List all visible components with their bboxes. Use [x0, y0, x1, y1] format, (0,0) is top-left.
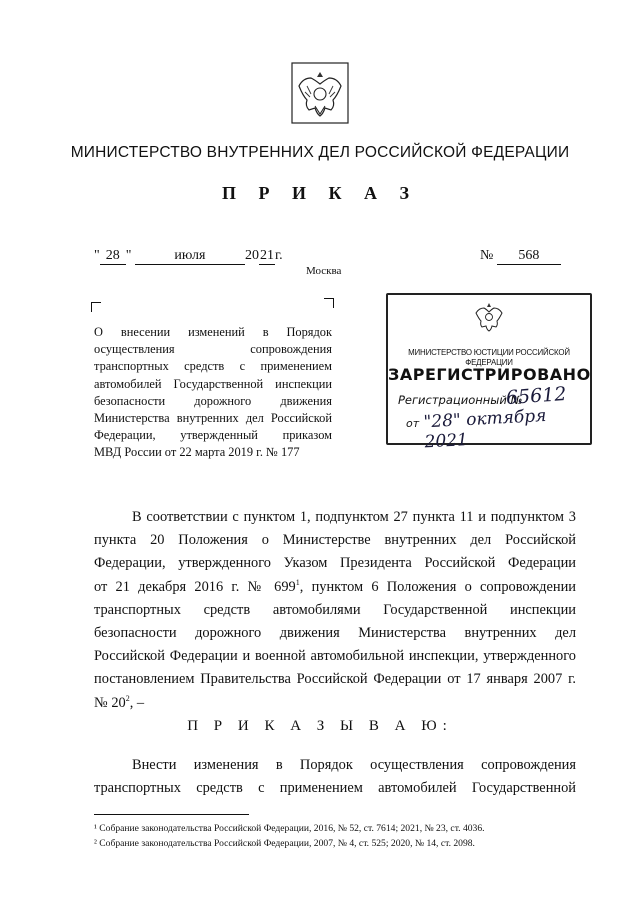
title-line: О внесении изменений в Порядок [94, 325, 332, 339]
date-year-prefix: 20 [244, 248, 259, 263]
title-line: Федерации, утвержденный приказом [94, 428, 332, 443]
preamble [94, 506, 576, 715]
title-corner-left [91, 302, 101, 312]
body-line: транспортных средств автомобилями Государственной инспекции [94, 601, 576, 618]
number-value: 568 [497, 248, 561, 265]
date-close-quote: " [125, 248, 132, 263]
order-number [480, 248, 561, 265]
document-type: П Р И К А З [221, 183, 419, 203]
body-line: постановлением Правительства Российской Федерации от 17 января 2007 г. [94, 671, 576, 688]
order-word: П Р И К А З Ы В А Ю: [187, 718, 453, 734]
registration-stamp [386, 293, 592, 453]
footnote-ref: 2 [125, 693, 130, 703]
stamp-coat-of-arms-icon [474, 301, 504, 333]
body-line-part: , – [129, 694, 145, 711]
stamp-reg-number: 65612 [505, 382, 568, 410]
order-text [94, 754, 576, 800]
date-year-unit: г. [274, 248, 283, 263]
footnote-2: ² Собрание законодательства Российской Федерации, 2007, № 4, ст. 525; 2020, № 14, ст. 2098. [94, 838, 475, 849]
stamp-reg-date: "28" октября 2021 [423, 405, 547, 453]
stamp-ministry: МИНИСТЕРСТВО ЮСТИЦИИ РОССИЙСКОЙ ФЕДЕРАЦИИ [408, 347, 570, 367]
body-line [94, 576, 576, 599]
ministry-name: МИНИСТЕРСТВО ВНУТРЕННИХ ДЕЛ РОССИЙСКОЙ ФЕДЕРАЦИИ [70, 144, 570, 161]
footnote-1: ¹ Собрание законодательства Российской Федерации, 2016, № 52, ст. 7614; 2021, № 23, ст. 4036. [94, 823, 485, 834]
order-line: Внести изменения в Порядок осуществления сопровождения [132, 757, 576, 773]
title-line: МВД России от 22 марта 2019 г. № 177 [94, 445, 300, 460]
title-line: автомобилей Государственной инспекции [94, 376, 332, 391]
number-label: № [480, 248, 494, 263]
order-date [94, 248, 283, 265]
date-month: июля [135, 248, 245, 265]
body-line-part: № 20 [94, 694, 126, 711]
body-line [94, 692, 576, 715]
date-day: 28 [100, 248, 126, 265]
body-line-part: , пунктом 6 Положения о сопровождении [299, 578, 576, 595]
title-line: осуществления сопровождения [94, 342, 332, 357]
title-line: транспортных средств с применением [94, 359, 332, 374]
order-line: транспортных средств с применением автомобилей Государственной [94, 780, 576, 797]
date-open-quote: " [94, 248, 100, 263]
body-line: пункта 20 Положения о Министерстве внутренних дел Российской [94, 532, 576, 549]
coat-of-arms-icon [291, 62, 349, 124]
stamp-registered: ЗАРЕГИСТРИРОВАНО [388, 365, 591, 384]
stamp-date-label: от [406, 417, 420, 430]
date-year-suffix: 21 [259, 248, 274, 263]
city: Москва [306, 265, 342, 277]
title-line: Министерства внутренних дел Российской [94, 411, 332, 426]
title-corner-right [324, 298, 334, 308]
body-line: безопасности дорожного движения Министерства внутренних дел [94, 625, 576, 642]
footnote-ref: 1 [295, 577, 300, 587]
body-line: Российской Федерации и военной автомобильной инспекции, утвержденного [94, 648, 576, 665]
body-line: В соответствии с пунктом 1, подпунктом 27 пункта 11 и подпунктом 3 [132, 509, 576, 525]
title-line: безопасности дорожного движения [94, 393, 332, 408]
order-title [94, 324, 332, 462]
body-line: Федерации, утвержденного Указом Президента Российской Федерации [94, 555, 576, 572]
body-line-part: от 21 декабря 2016 г. № 699 [94, 578, 296, 595]
footnote-separator [94, 814, 249, 815]
stamp-reg-label: Регистрационный № [398, 393, 523, 407]
